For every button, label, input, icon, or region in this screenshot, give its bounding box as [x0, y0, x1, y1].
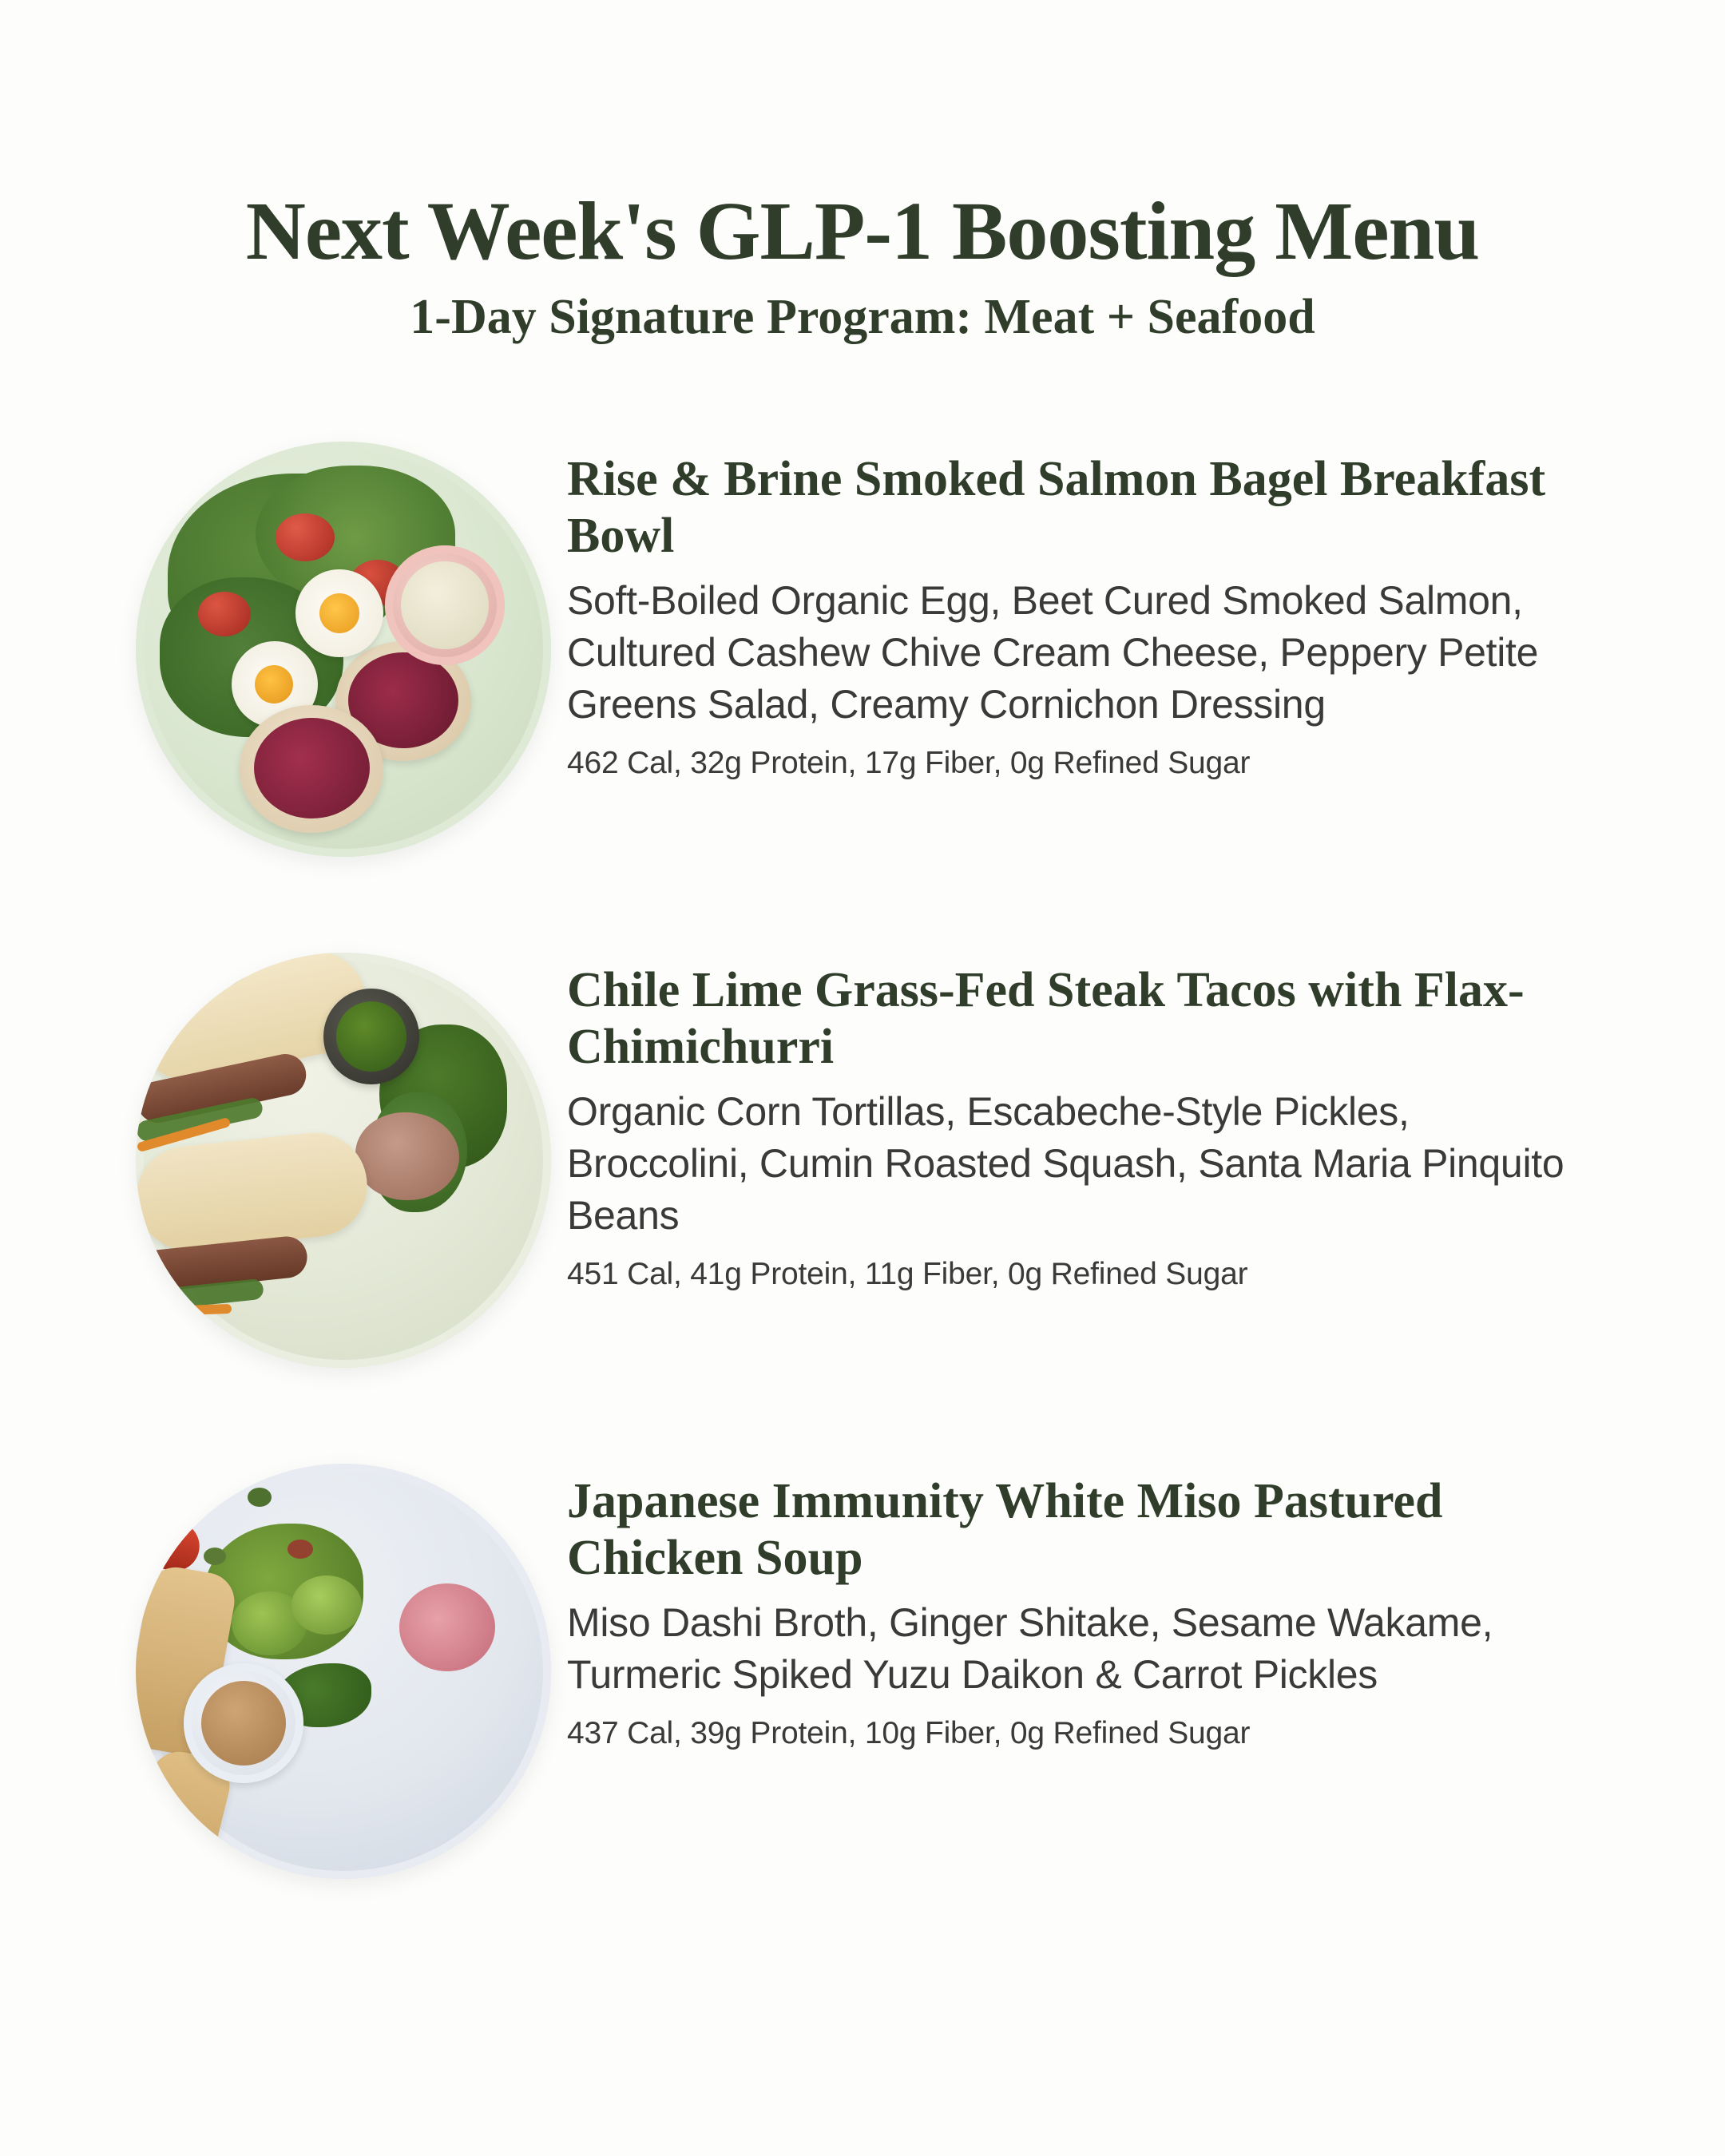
menu-item — [0, 434, 1725, 881]
soft-boiled-egg-icon — [295, 569, 383, 657]
dish-macros: 462 Cal, 32g Protein, 17g Fiber, 0g Refined Sugar — [567, 745, 1251, 780]
daikon-carrot-pickles-icon — [399, 1583, 495, 1671]
plate-illustration — [136, 1464, 551, 1879]
plate-illustration — [136, 442, 551, 857]
egg-yolk-icon — [255, 665, 293, 703]
zucchini-icon — [291, 1575, 362, 1635]
page-header — [0, 0, 1725, 346]
plate-illustration — [136, 953, 551, 1368]
chimichurri-sauce-icon — [336, 1001, 406, 1072]
dressing-icon — [401, 561, 489, 649]
dish-text-2 — [567, 945, 1637, 1294]
menu-item-list — [0, 434, 1725, 1903]
dish-image-3 — [120, 1456, 567, 1887]
dish-title: Rise & Brine Smoked Salmon Bagel Breakfast Bowl — [567, 452, 1546, 563]
page-title: Next Week's GLP-1 Boosting Menu — [245, 185, 1480, 277]
grain-fleck-icon — [248, 1488, 272, 1507]
dish-title: Japanese Immunity White Miso Pastured Chicken Soup — [567, 1474, 1443, 1585]
egg-yolk-icon — [319, 593, 359, 633]
dish-macros: 451 Cal, 41g Protein, 11g Fiber, 0g Refined Sugar — [567, 1256, 1248, 1291]
taco-icon — [136, 1128, 372, 1256]
menu-item — [0, 1456, 1725, 1903]
dish-image-1 — [120, 434, 567, 865]
page-subtitle: 1-Day Signature Program: Meat + Seafood — [410, 290, 1315, 345]
grain-fleck-icon — [168, 1500, 195, 1520]
dish-text-1 — [567, 434, 1637, 783]
dish-description: Soft-Boiled Organic Egg, Beet Cured Smoked Salmon, Cultured Cashew Chive Cream Cheese, Peppery Petite Greens Salad, Creamy Cornichon Dressing — [567, 577, 1539, 727]
smoked-salmon-icon — [254, 718, 370, 818]
dish-description: Miso Dashi Broth, Ginger Shitake, Sesame Wakame, Turmeric Spiked Yuzu Daikon & Carrot Pickles — [567, 1599, 1493, 1697]
pinquito-beans-icon — [355, 1112, 459, 1200]
miso-broth-icon — [201, 1681, 286, 1766]
menu-item — [0, 945, 1725, 1392]
bagel-icon — [240, 705, 383, 833]
broth-bowl-icon — [184, 1663, 303, 1783]
dish-macros: 437 Cal, 39g Protein, 10g Fiber, 0g Refined Sugar — [567, 1715, 1251, 1750]
dressing-cup-icon — [385, 545, 505, 665]
dish-text-3 — [567, 1456, 1637, 1754]
dish-description: Organic Corn Tortillas, Escabeche-Style Pickles, Broccolini, Cumin Roasted Squash, Santa Maria Pinquito Beans — [567, 1088, 1564, 1238]
sauce-cup-icon — [323, 989, 419, 1084]
dish-image-2 — [120, 945, 567, 1376]
dish-title: Chile Lime Grass-Fed Steak Tacos with Flax-Chimichurri — [567, 963, 1525, 1074]
